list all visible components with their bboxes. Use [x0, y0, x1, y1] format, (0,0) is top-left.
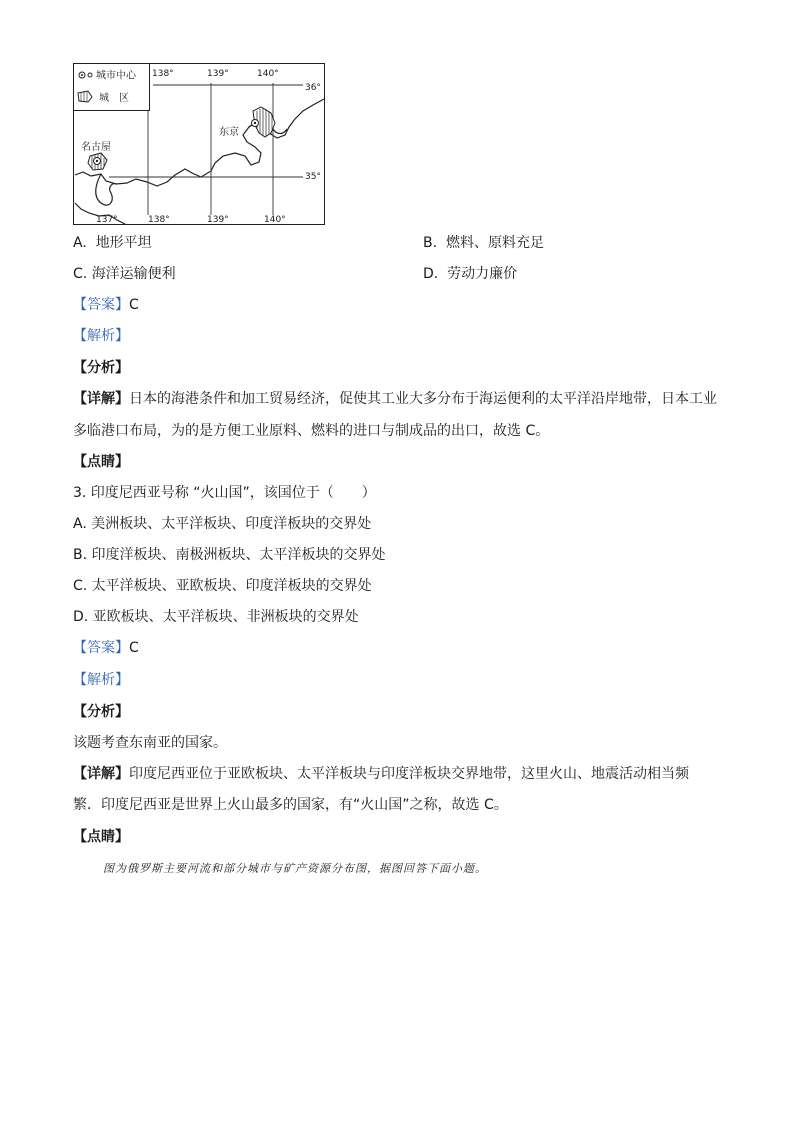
- q3-option-d: D. 亚欧板块、太平洋板块、非洲板块的交界处: [73, 609, 359, 625]
- q3-question: 3. 印度尼西亚号称 “火山国”，该国位于（ ）: [73, 485, 376, 501]
- q3-fenxi-text: 该题考查东南亚的国家。: [73, 735, 227, 751]
- q2-option-b: B. 燃料、原料充足: [423, 235, 544, 251]
- legend-city-center-label: 城市中心: [96, 70, 136, 82]
- q3-analysis-label: 【解析】: [73, 672, 129, 688]
- q3-fenxi-label: 【分析】: [73, 704, 129, 720]
- q2-option-c: C. 海洋运输便利: [73, 266, 176, 282]
- q2-answer: 【答案】C: [73, 297, 139, 313]
- q3-detail-line2: 繁．印度尼西亚是世界上火山最多的国家，有“火山国”之称，故选 C。: [73, 797, 508, 813]
- lon-top-140: 140°: [257, 69, 279, 79]
- q3-option-c: C. 太平洋板块、亚欧板块、印度洋板块的交界处: [73, 578, 372, 594]
- q3-option-b: B. 印度洋板块、南极洲板块、太平洋板块的交界处: [73, 547, 386, 563]
- q3-detail-line1: 【详解】印度尼西亚位于亚欧板块、太平洋板块与印度洋板块交界地带，这里火山、地震活动相当频: [73, 766, 689, 782]
- lat-35: 35°: [305, 172, 321, 182]
- lon-bottom-137: 137°: [96, 215, 118, 225]
- q2-comment-label: 【点睛】: [73, 454, 129, 470]
- lon-bottom-139: 139°: [207, 215, 229, 225]
- q2-analysis-label: 【解析】: [73, 328, 129, 344]
- answer-label: 【答案】: [73, 297, 129, 313]
- lon-bottom-138: 138°: [148, 215, 170, 225]
- lon-top-139: 139°: [207, 69, 229, 79]
- tokyo-label: 东京: [219, 127, 239, 138]
- q3-comment-label: 【点睛】: [73, 829, 129, 845]
- q2-option-a: A. 地形平坦: [73, 235, 152, 251]
- answer-label: 【答案】: [73, 640, 129, 656]
- q2-option-d: D. 劳动力廉价: [423, 266, 518, 282]
- q2-detail-line1: 【详解】日本的海港条件和加工贸易经济，促使其工业大多分布于海运便利的太平洋沿岸地带，日本工业: [73, 391, 717, 407]
- lon-top-138: 138°: [152, 69, 174, 79]
- q2-detail-line2: 多临港口布局，为的是方便工业原料、燃料的进口与制成品的出口，故选 C。: [73, 423, 550, 439]
- nagoya-label: 名古屋: [81, 142, 111, 153]
- japan-map: [73, 63, 325, 225]
- q3-option-a: A. 美洲板块、太平洋板块、印度洋板块的交界处: [73, 516, 372, 532]
- legend-urban-area-label: 城 区: [99, 93, 129, 104]
- lon-bottom-140: 140°: [264, 215, 286, 225]
- q3-answer: 【答案】C: [73, 640, 139, 656]
- next-question-caption: 图为俄罗斯主要河流和部分城市与矿产资源分布图，据图回答下面小题。: [103, 862, 487, 875]
- q2-fenxi-label: 【分析】: [73, 360, 129, 376]
- lat-36: 36°: [305, 83, 321, 93]
